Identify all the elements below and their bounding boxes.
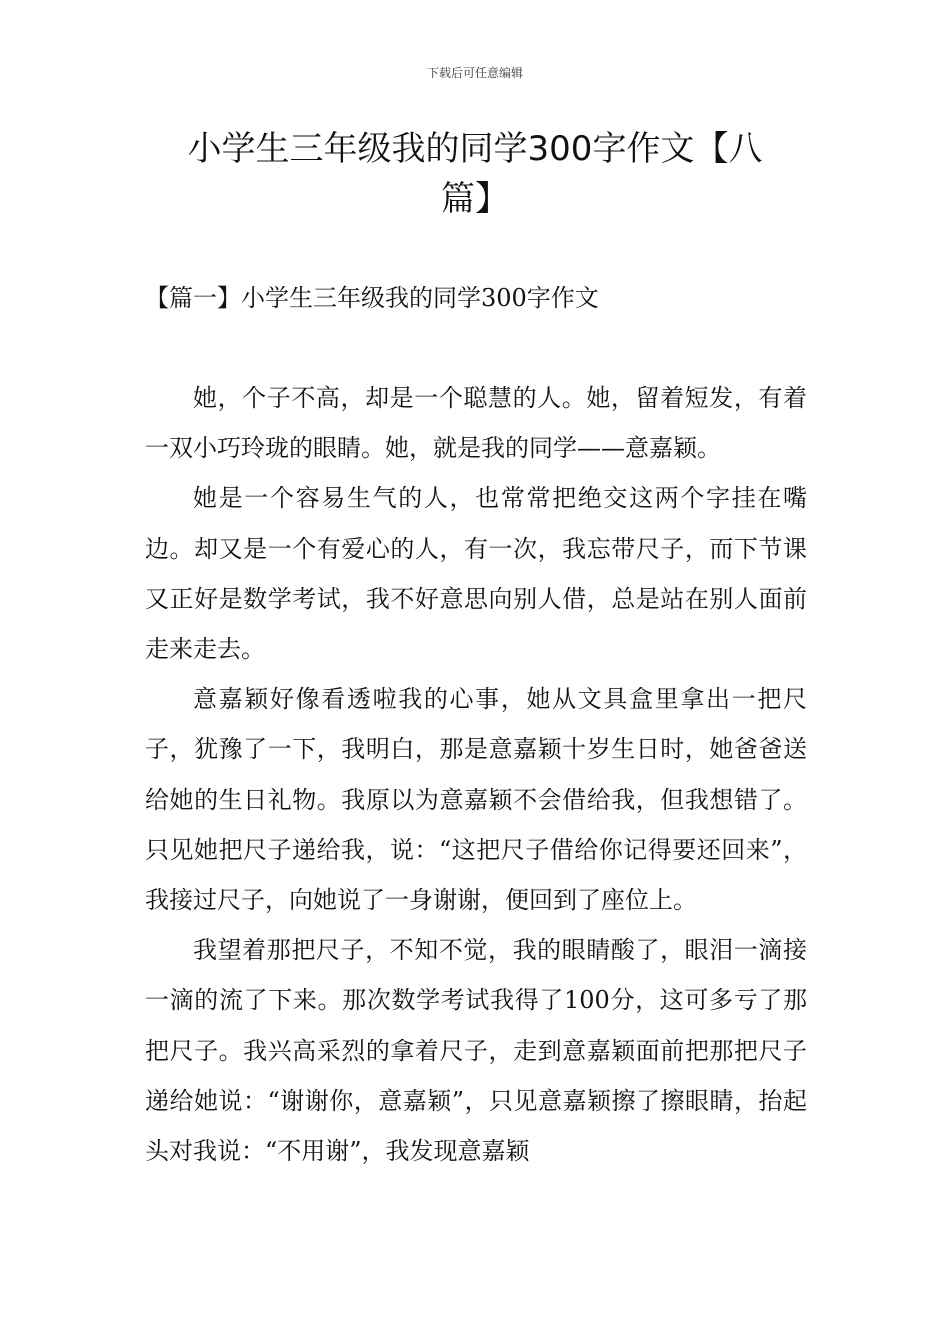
paragraph: 她，个子不高，却是一个聪慧的人。她，留着短发，有着一双小巧玲珑的眼睛。她，就是我的同学——意嘉颖。	[145, 384, 807, 463]
section-heading: 【篇一】小学生三年级我的同学300字作文	[145, 284, 599, 312]
paragraph: 她是一个容易生气的人，也常常把绝交这两个字挂在嘴边。却又是一个有爱心的人，有一次，我忘带尺子，而下节课又正好是数学考试，我不好意思向别人借，总是站在别人面前走来走去。	[145, 484, 807, 664]
document-body	[145, 373, 807, 1176]
header-note: 下载后可任意编辑	[426, 66, 523, 80]
document-title: 小学生三年级我的同学300字作文【八篇】	[187, 129, 763, 219]
paragraph: 意嘉颖好像看透啦我的心事，她从文具盒里拿出一把尺子，犹豫了一下，我明白，那是意嘉颖十岁生日时，她爸爸送给她的生日礼物。我原以为意嘉颖不会借给我，但我想错了。只见她把尺子递给我，说：“这把尺子借给你记得要还回来”，我接过尺子，向她说了一身谢谢，便回到了座位上。	[145, 685, 807, 915]
paragraph: 我望着那把尺子，不知不觉，我的眼睛酸了，眼泪一滴接一滴的流了下来。那次数学考试我得了100分，这可多亏了那把尺子。我兴高采烈的拿着尺子，走到意嘉颖面前把那把尺子递给她说：“谢谢你，意嘉颖”，只见意嘉颖擦了擦眼睛，抬起头对我说：“不用谢”，我发现意嘉颖	[145, 936, 807, 1166]
